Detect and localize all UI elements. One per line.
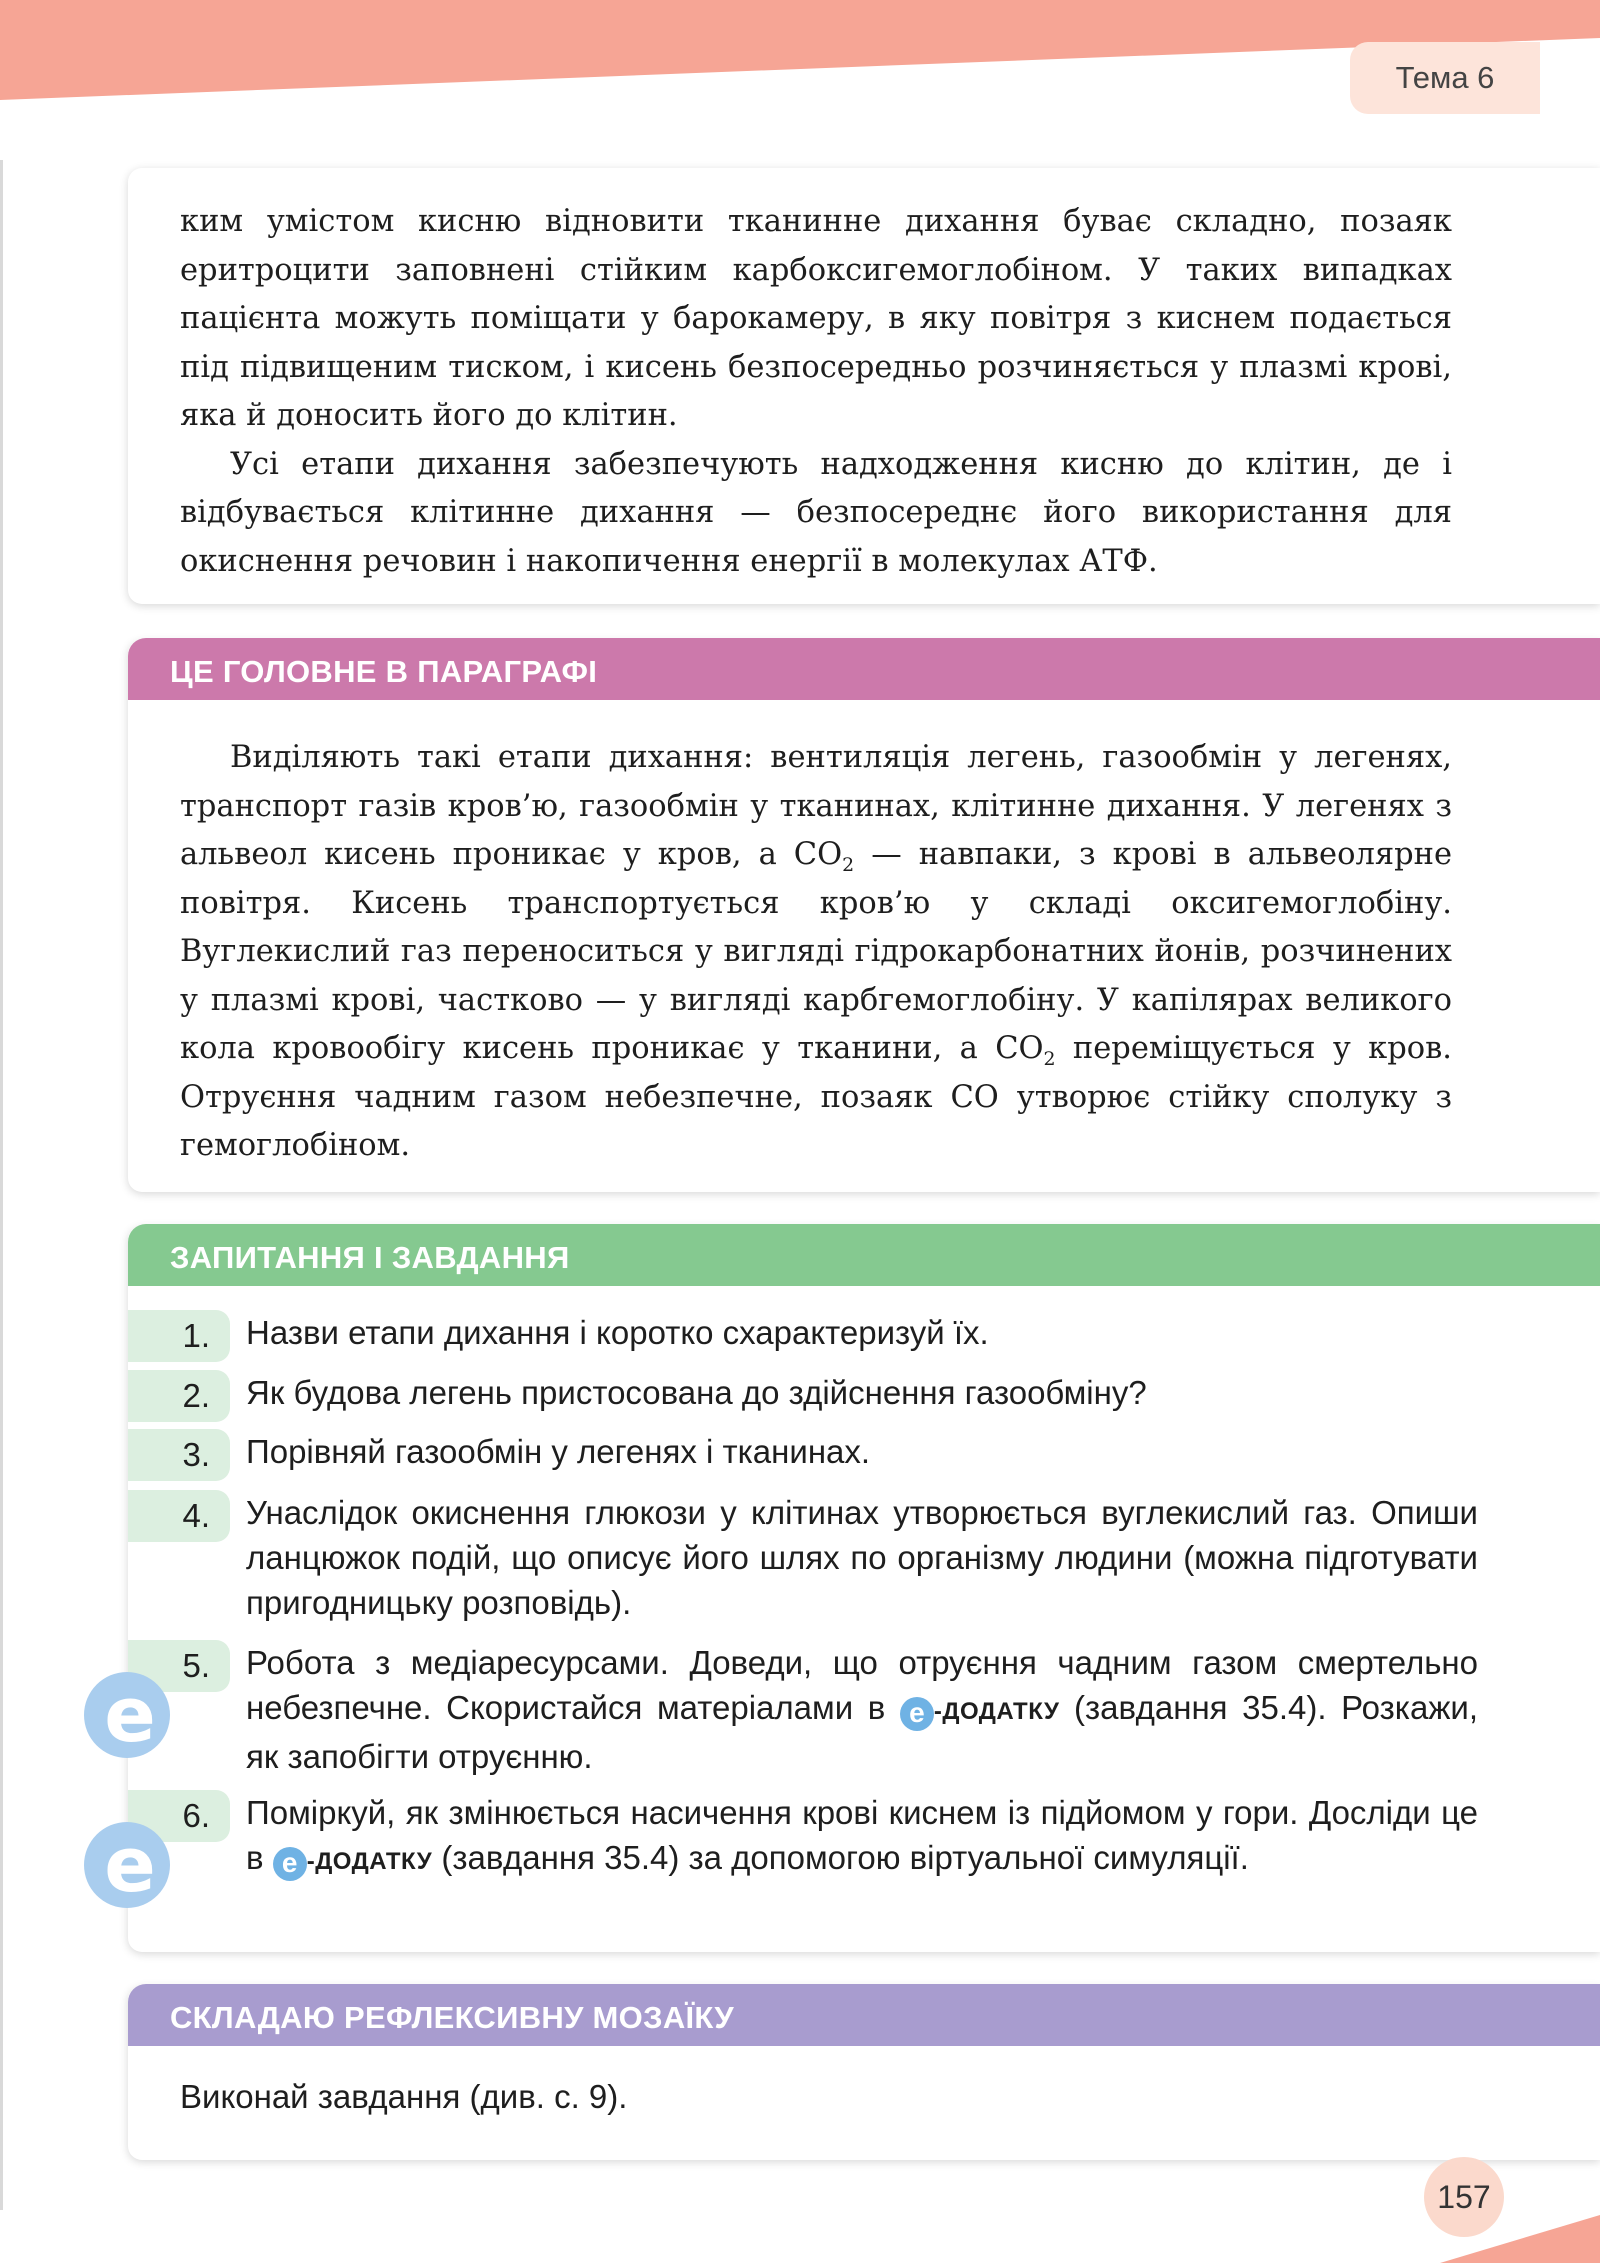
questions-header: ЗАПИТАННЯ І ЗАВДАННЯ (128, 1224, 1600, 1286)
e-supplement-link[interactable]: -ДОДАТКУ (933, 1698, 1060, 1725)
question-text: Поміркуй, як змінюється насичення крові киснем із підйомом у гори. Досліди це в e -ДОДАТКУ (завдання 35.4) за допомогою віртуальної симуляції. (246, 1794, 1478, 1876)
page-number: 157 (1424, 2157, 1504, 2237)
question-text: Назви етапи дихання і коротко схарактеризуй їх. (246, 1314, 989, 1351)
question-item (128, 1370, 1147, 1415)
intro-paragraph-1: ким умістом кисню відновити тканинне дихання буває складно, позаяк еритроцити заповнені стійким карбоксигемоглобіном. У таких випадках пацієнта можуть поміщати у барокамеру, в яку повітря з киснем подається під підвищеним тиском, і кисень безпосередньо розчиняється у плазмі крові, яка й доносить його до клітин. (180, 204, 1452, 433)
question-number: 6. (128, 1790, 230, 1842)
question-text: Робота з медіаресурсами. Доведи, що отруєння чадним газом смертельно небезпечне. Скористайся матеріалами в e -ДОДАТКУ (завдання 35.4). Розкажи, як запобігти отруєнню. (246, 1644, 1478, 1775)
intro-paragraph-2: Усі етапи дихання забезпечують надходження кисню до клітин, де і відбувається клітинне дихання — безпосереднє його використання для окиснення речовин і накопичення енергії в молекулах АТФ. (180, 446, 1452, 579)
e-supplement-icon[interactable]: e (900, 1697, 934, 1731)
intro-card (128, 168, 1600, 604)
e-supplement-link[interactable]: -ДОДАТКУ (306, 1848, 433, 1875)
question-item (128, 1640, 1478, 1779)
question-number: 1. (128, 1310, 230, 1362)
topic-label: Тема 6 (1350, 42, 1540, 114)
svg-text:e: e (104, 1820, 156, 1909)
question-number: 2. (128, 1370, 230, 1422)
question-text: Унаслідок окиснення глюкози у клітинах утворюється вуглекислий газ. Опиши ланцюжок подій, що описує його шлях по організму людини (можна підготувати пригодницьку розповідь). (246, 1494, 1478, 1621)
question-item (128, 1790, 1478, 1884)
e-supplement-icon[interactable]: e (273, 1847, 307, 1881)
reflection-text: Виконай завдання (див. с. 9). (180, 2078, 628, 2115)
reflection-header: СКЛАДАЮ РЕФЛЕКСИВНУ МОЗАЇКУ (128, 1984, 1600, 2046)
e-resource-side-icon[interactable] (82, 1670, 172, 1760)
question-text: Як будова легень пристосована до здійснення газообміну? (246, 1374, 1147, 1411)
summary-header: ЦЕ ГОЛОВНЕ В ПАРАГРАФІ (128, 638, 1600, 700)
question-number: 3. (128, 1429, 230, 1481)
question-number: 4. (128, 1490, 230, 1542)
question-item (128, 1310, 989, 1355)
question-item (128, 1490, 1478, 1625)
svg-text:e: e (104, 1670, 156, 1759)
e-resource-side-icon[interactable] (82, 1820, 172, 1910)
summary-text: Виділяють такі етапи дихання: вентиляція легень, газообмін у легенях, транспорт газів кров’ю, газообмін у тканинах, клітинне дихання. У легенях з альвеол кисень проникає у кров, а $CO_2$ — навпаки, з крові в альвеолярне повітря. Кисень транспортується кров’ю у складі оксигемоглобіну. Вуглекислий газ переноситься у вигляді гідрокарбонатних йонів, розчинених у плазмі крові, частково — у вигляді карбгемоглобіну. У капілярах великого кола кровообігу кисень проникає у тканини, а $CO_2$ переміщується у кров. Отруєння чадним газом небезпечне, позаяк CO утворює стійку сполуку з гемоглобіном. (180, 740, 1452, 1163)
question-number: 5. (128, 1640, 230, 1692)
left-margin-line (0, 160, 3, 2210)
question-item (128, 1429, 870, 1474)
question-text: Порівняй газообмін у легенях і тканинах. (246, 1433, 871, 1470)
